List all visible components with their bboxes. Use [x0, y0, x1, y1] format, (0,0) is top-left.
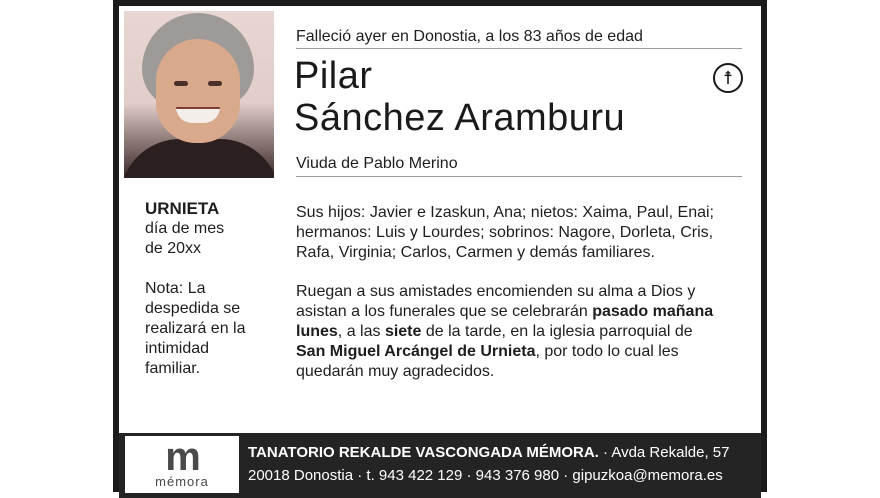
note: [145, 279, 265, 379]
note-line: intimidad: [145, 340, 210, 357]
town-name: URNIETA: [145, 199, 220, 218]
funeral-home-info: [248, 441, 730, 487]
death-announcement: Falleció ayer en Donostia, a los 83 años de edad: [296, 28, 742, 49]
note-line: despedida se: [145, 300, 241, 317]
logo-letter: m: [165, 435, 199, 479]
cross-icon: ☨: [713, 63, 743, 93]
funeral-home-address: · Avda Rekalde, 57: [598, 444, 730, 461]
date-line-2: de 20xx: [145, 240, 202, 257]
deceased-first-name: Pilar: [294, 55, 373, 97]
side-column: [145, 199, 265, 379]
funeral-home-contact: 20018 Donostia · t. 943 422 129 · 943 376 980 · gipuzkoa@memora.es: [248, 467, 723, 484]
funeral-paragraph: Ruegan a sus amistades encomienden su alma a Dios y asistan a los funerales que se celebrarán pasado mañana lunes, a las siete de la tarde, en la iglesia parroquial de San Miguel Arcángel de Urnieta, por todo lo cual les quedarán muy agradecidos.: [296, 283, 714, 380]
funeral-home-name: TANATORIO REKALDE VASCONGADA MÉMORA.: [248, 444, 599, 461]
main-text: [296, 203, 751, 401]
note-line: realizará en la: [145, 320, 246, 337]
note-line: familiar.: [145, 360, 201, 377]
note-line: Nota: La: [145, 280, 206, 297]
obituary-card: [113, 0, 767, 492]
family-paragraph: Sus hijos: Javier e Izaskun, Ana; nietos: Xaima, Paul, Enai; hermanos: Luis y Lourdes; sobrinos: Nagore, Dorleta, Cris, Rafa, Virginia; Carlos, Carmen y demás familiares.: [296, 204, 714, 261]
memora-logo: [125, 436, 239, 493]
widow-line: Viuda de Pablo Merino: [296, 155, 742, 177]
logo-word: mémora: [155, 474, 209, 489]
date-line-1: día de mes: [145, 220, 225, 237]
deceased-surnames: Sánchez Aramburu: [294, 97, 626, 139]
portrait-photo: [124, 11, 274, 178]
funeral-home-footer: [119, 433, 761, 498]
